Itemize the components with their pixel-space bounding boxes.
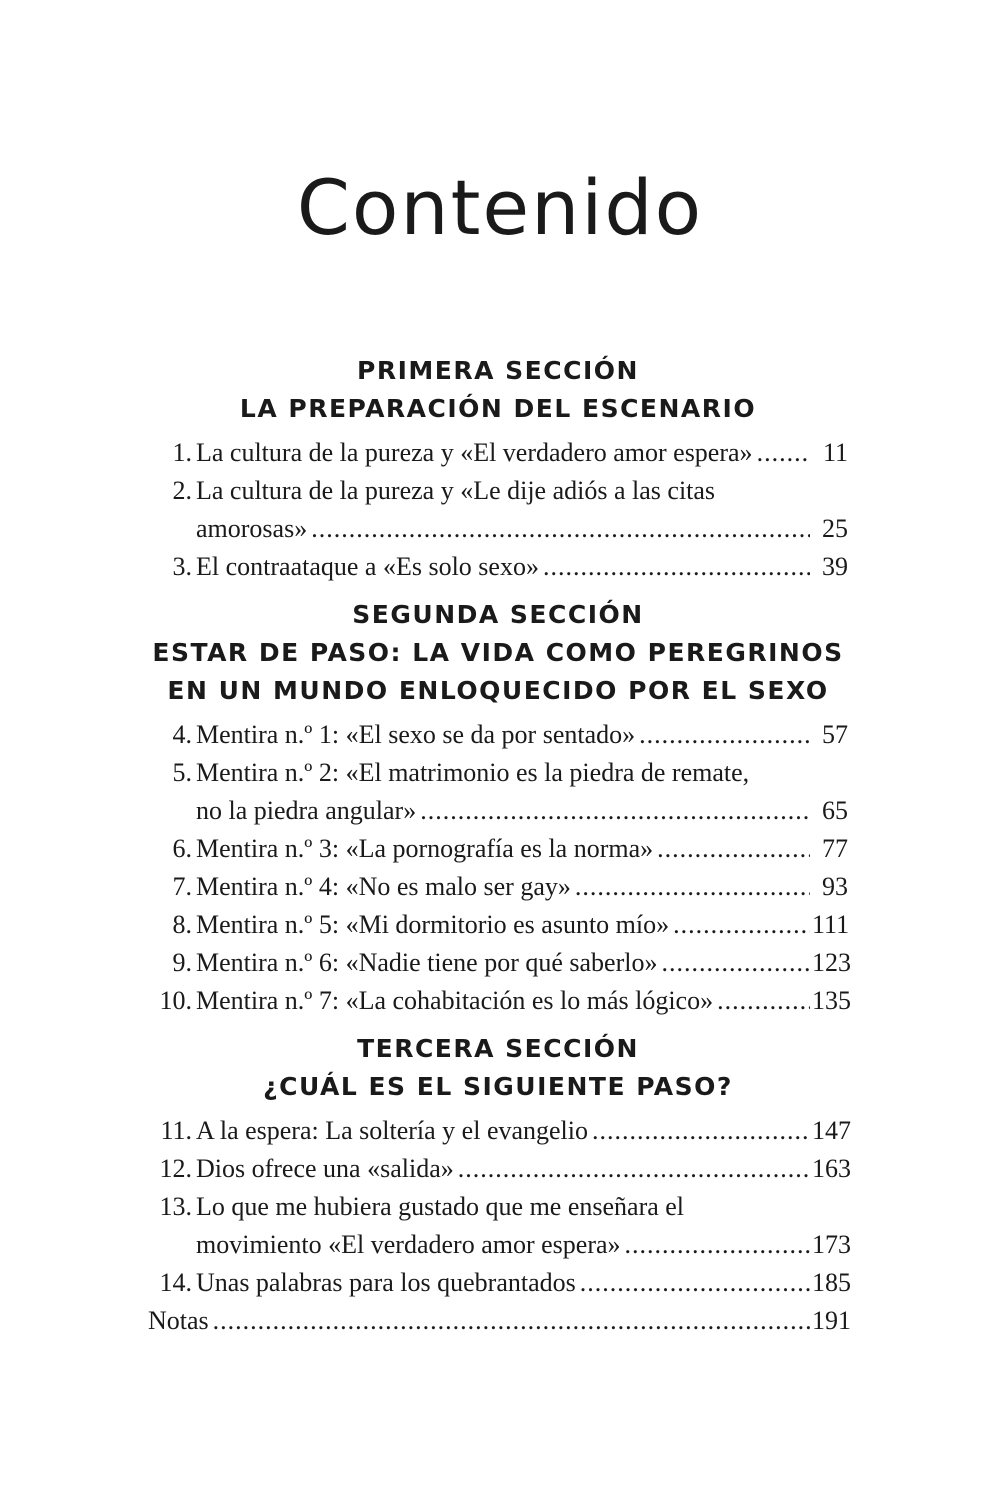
section-heading-line: EN UN MUNDO ENLOQUECIDO POR EL SEXO: [167, 676, 829, 705]
toc-entry-list: [148, 434, 848, 586]
toc-entry[interactable]: [148, 472, 848, 548]
dot-leader: [625, 1226, 810, 1264]
chapter-title-line: Mentira n.º 2: «El matrimonio es la piedra de remate,: [196, 758, 750, 787]
dot-leader: [543, 548, 810, 586]
section-heading-line: SEGUNDA SECCIÓN: [352, 600, 644, 629]
page-number: 147: [812, 1116, 851, 1145]
chapter-title-line: El contraataque a «Es solo sexo»: [196, 552, 539, 581]
page-number: 185: [812, 1268, 851, 1297]
chapter-number: 3.: [172, 552, 192, 581]
dot-leader: [311, 510, 810, 548]
dot-leader: [592, 1112, 810, 1150]
toc-entry[interactable]: [148, 1264, 851, 1302]
chapter-number: 1.: [172, 438, 192, 467]
toc-entry[interactable]: [148, 868, 848, 906]
dot-leader: [657, 830, 810, 868]
chapter-title-line: La cultura de la pureza y «Le dije adiós a las citas: [196, 476, 716, 505]
page-number: 173: [812, 1230, 851, 1259]
table-of-contents: [148, 352, 851, 1340]
section-heading: [148, 1030, 848, 1106]
chapter-title-line: no la piedra angular»: [196, 796, 417, 825]
dot-leader: [717, 982, 810, 1020]
chapter-title-line: movimiento «El verdadero amor espera»: [196, 1230, 621, 1259]
chapter-number: 4.: [172, 720, 192, 749]
page-number: 77: [822, 834, 848, 863]
dot-leader: [639, 716, 810, 754]
chapter-title-line: A la espera: La soltería y el evangelio: [196, 1116, 589, 1145]
toc-entry-notes[interactable]: [148, 1302, 851, 1340]
chapter-number: 6.: [172, 834, 192, 863]
dot-leader: [575, 868, 810, 906]
page-number: 39: [822, 552, 848, 581]
chapter-number: 10.: [159, 986, 192, 1015]
toc-entry[interactable]: [148, 1188, 851, 1264]
toc-entry[interactable]: [148, 944, 851, 982]
chapter-title-line: Mentira n.º 4: «No es malo ser gay»: [196, 872, 571, 901]
chapter-title-line: Dios ofrece una «salida»: [196, 1154, 454, 1183]
page-number: 65: [822, 796, 848, 825]
chapter-title-line: La cultura de la pureza y «El verdadero amor espera»: [196, 438, 753, 467]
toc-entry[interactable]: [148, 1112, 851, 1150]
page-number: 191: [812, 1306, 851, 1335]
chapter-title-line: Mentira n.º 7: «La cohabitación es lo más lógico»: [196, 986, 714, 1015]
toc-entry[interactable]: [148, 830, 848, 868]
dot-leader: [580, 1264, 810, 1302]
dot-leader: [213, 1302, 810, 1340]
toc-entry-list: [148, 1112, 851, 1302]
chapter-number: 2.: [172, 476, 192, 505]
toc-entry[interactable]: [148, 1150, 851, 1188]
page-number: 25: [822, 514, 848, 543]
toc-entry[interactable]: [148, 716, 848, 754]
toc-entry[interactable]: [148, 434, 848, 472]
page-number: 57: [822, 720, 848, 749]
toc-entry[interactable]: [148, 548, 848, 586]
chapter-number: 9.: [172, 948, 192, 977]
page-number: 93: [822, 872, 848, 901]
chapter-number: 11.: [160, 1116, 192, 1145]
notes-label: Notas: [148, 1306, 209, 1335]
page-number: 163: [812, 1154, 851, 1183]
toc-entry[interactable]: [148, 754, 848, 830]
chapter-number: 5.: [172, 758, 192, 787]
chapter-title-line: amorosas»: [196, 514, 308, 543]
dot-leader: [420, 792, 810, 830]
dot-leader: [757, 434, 810, 472]
page-number: 111: [812, 910, 850, 939]
page-number: 135: [812, 986, 851, 1015]
section-heading-line: PRIMERA SECCIÓN: [357, 356, 639, 385]
dot-leader: [673, 906, 810, 944]
dot-leader: [661, 944, 810, 982]
dot-leader: [458, 1150, 810, 1188]
page-title: Contenido: [296, 163, 704, 252]
chapter-number: 7.: [172, 872, 192, 901]
section-heading: [148, 596, 848, 710]
chapter-number: 8.: [172, 910, 192, 939]
chapter-number: 14.: [159, 1268, 192, 1297]
page-number: 123: [812, 948, 851, 977]
toc-entry[interactable]: [148, 982, 851, 1020]
chapter-number: 12.: [159, 1154, 192, 1183]
chapter-title-line: Lo que me hubiera gustado que me enseñara el: [196, 1192, 685, 1221]
section-heading-line: TERCERA SECCIÓN: [357, 1034, 639, 1063]
chapter-title-line: Mentira n.º 1: «El sexo se da por sentado»: [196, 720, 636, 749]
chapter-number: 13.: [159, 1192, 192, 1221]
chapter-title-line: Mentira n.º 6: «Nadie tiene por qué saberlo»: [196, 948, 658, 977]
toc-entry[interactable]: [148, 906, 848, 944]
toc-entry-list: [148, 716, 851, 1020]
chapter-title-line: Mentira n.º 3: «La pornografía es la norma»: [196, 834, 654, 863]
section-heading: [148, 352, 848, 428]
page-number: 11: [822, 438, 848, 467]
section-heading-line: ¿CUÁL ES EL SIGUIENTE PASO?: [263, 1072, 733, 1101]
chapter-title-line: Mentira n.º 5: «Mi dormitorio es asunto mío»: [196, 910, 670, 939]
section-heading-line: ESTAR DE PASO: LA VIDA COMO PEREGRINOS: [152, 638, 844, 667]
chapter-title-line: Unas palabras para los quebrantados: [196, 1268, 576, 1297]
section-heading-line: LA PREPARACIÓN DEL ESCENARIO: [239, 394, 757, 423]
